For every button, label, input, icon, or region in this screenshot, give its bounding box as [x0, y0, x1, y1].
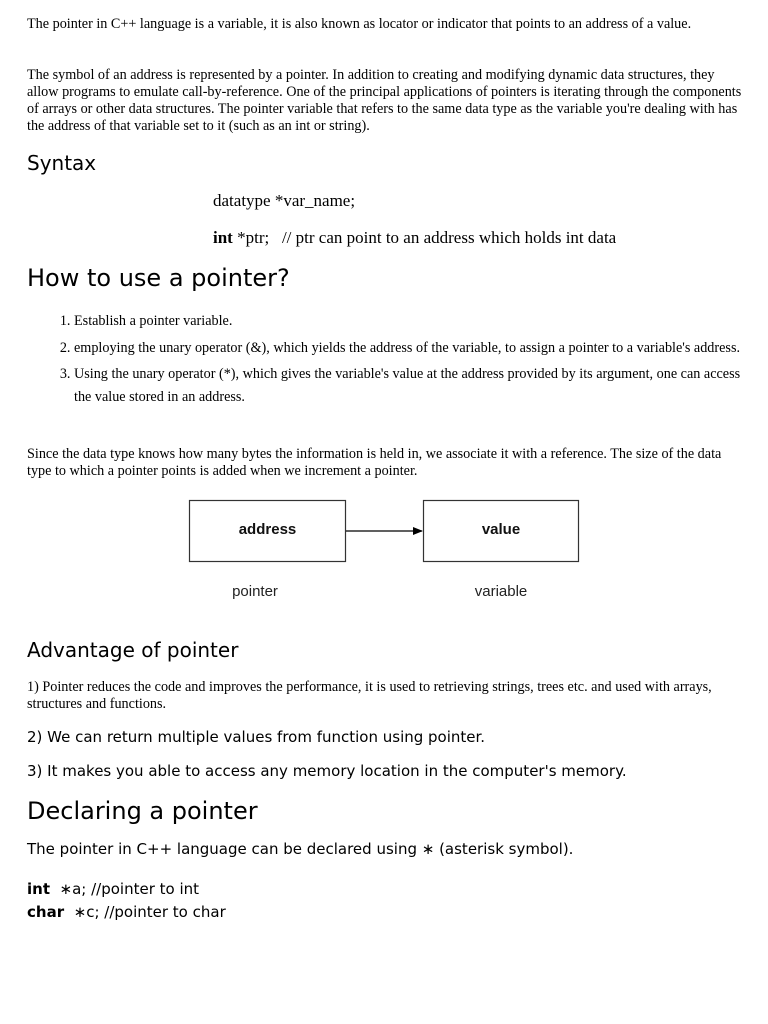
advantage-item-2: 2) We can return multiple values from function using pointer.: [27, 728, 486, 746]
syntax-line-2-rest: *ptr; // ptr can point to an address which holds int data: [232, 228, 617, 247]
pointer-caption: pointer: [232, 583, 278, 600]
list-item: 2. employing the unary operator (&), which yields the address of the variable, to assign a pointer to a variable's address.: [74, 337, 743, 360]
variable-caption: variable: [474, 583, 528, 600]
intro-paragraph-1: The pointer in C++ language is a variable, it is also known as locator or indicator that points to an address of a value.: [27, 16, 692, 32]
list-item: 3. Using the unary operator (*), which gives the variable's value at the address provided by its argument, one can access the value stored in an address.: [74, 363, 743, 408]
list-item: 1. Establish a pointer variable.: [74, 310, 743, 333]
syntax-line-2: [213, 227, 616, 249]
syntax-line-1: datatype *var_name;: [213, 191, 356, 210]
advantage-item-3: 3) It makes you able to access any memory location in the computer's memory.: [27, 762, 627, 780]
code-line-char: [27, 903, 226, 922]
advantage-heading: Advantage of pointer: [27, 638, 239, 662]
declaring-heading: Declaring a pointer: [27, 797, 258, 825]
syntax-keyword-int: int: [213, 228, 233, 247]
code-keyword: int: [27, 880, 50, 898]
code-rest: ∗c; //pointer to char: [64, 903, 226, 921]
how-to-steps-list: [27, 310, 743, 412]
how-to-heading: How to use a pointer?: [27, 264, 290, 292]
value-box-label: value: [481, 521, 521, 538]
code-keyword: char: [27, 903, 65, 921]
address-box-label: address: [238, 521, 297, 538]
code-line-int: [27, 880, 199, 899]
intro-paragraph-2: The symbol of an address is represented by a pointer. In addition to creating and modifying dynamic data structures, they allow programs to emulate call-by-reference. One of the principal applications of pointers is iterating through the components of arrays or other data structures. The pointer variable that refers to the same data type as the variable you're dealing with has the address of that variable set to it (such as an int or string).: [27, 67, 742, 134]
code-rest: ∗a; //pointer to int: [50, 880, 200, 898]
declaring-paragraph: The pointer in C++ language can be declared using ∗ (asterisk symbol).: [27, 840, 574, 858]
advantage-item-1: 1) Pointer reduces the code and improves the performance, it is used to retrieving strings, trees etc. and used with arrays, structures and functions.: [27, 679, 712, 712]
reference-paragraph: Since the data type knows how many bytes the information is held in, we associate it with a reference. The size of the data type to which a pointer points is added when we increment a pointer.: [27, 446, 722, 479]
syntax-heading: Syntax: [27, 151, 97, 175]
pointer-diagram: [0, 490, 768, 610]
